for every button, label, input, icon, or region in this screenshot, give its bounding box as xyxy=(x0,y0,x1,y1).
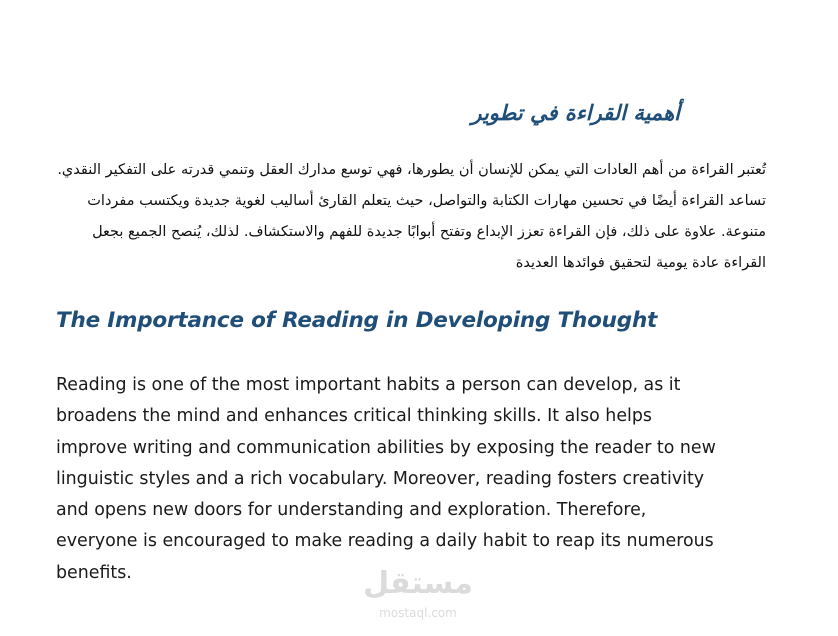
english-paragraph-line: everyone is encouraged to make reading a daily habit to reap its numerous xyxy=(56,531,714,552)
arabic-paragraph: تُعتبر القراءة من أهم العادات التي يمكن للإنسان أن يطورها، فهي توسع مدارك العقل وتنمي قدرته على التفكير النقدي. تساعد القراءة أيضًا في تحسين مهارات الكتابة والتواصل، حيث يتعلم القارئ أساليب لغوية جديدة ويكتسب مفردات متنوعة. علاوة على ذلك، فإن القراءة تعزز الإبداع وتفتح أبوابًا جديدة للفهم والاستكشاف. لذلك، يُنصح الجميع بجعل القراءة عادة يومية لتحقيق فوائدها العديدة xyxy=(57,162,766,271)
mostaql-watermark xyxy=(362,566,474,626)
watermark-logo-word: مستقل xyxy=(363,566,473,601)
arabic-paragraph-block xyxy=(54,155,766,279)
english-paragraph-line: broadens the mind and enhances critical thinking skills. It also helps xyxy=(56,406,652,427)
arabic-heading: أهمية القراءة في تطوير xyxy=(471,100,680,125)
english-paragraph-line: linguistic styles and a rich vocabulary. Moreover, reading fosters creativity xyxy=(56,468,705,489)
english-paragraph xyxy=(56,370,776,589)
english-paragraph-line: and opens new doors for understanding and exploration. Therefore, xyxy=(56,500,647,521)
english-paragraph-line: improve writing and communication abilities by exposing the reader to new xyxy=(56,437,716,458)
english-paragraph-line: benefits. xyxy=(56,562,132,583)
english-paragraph-line: Reading is one of the most important habits a person can develop, as it xyxy=(56,375,681,395)
english-heading: The Importance of Reading in Developing Thought xyxy=(56,308,658,333)
watermark-url: mostaql.com xyxy=(379,606,457,620)
